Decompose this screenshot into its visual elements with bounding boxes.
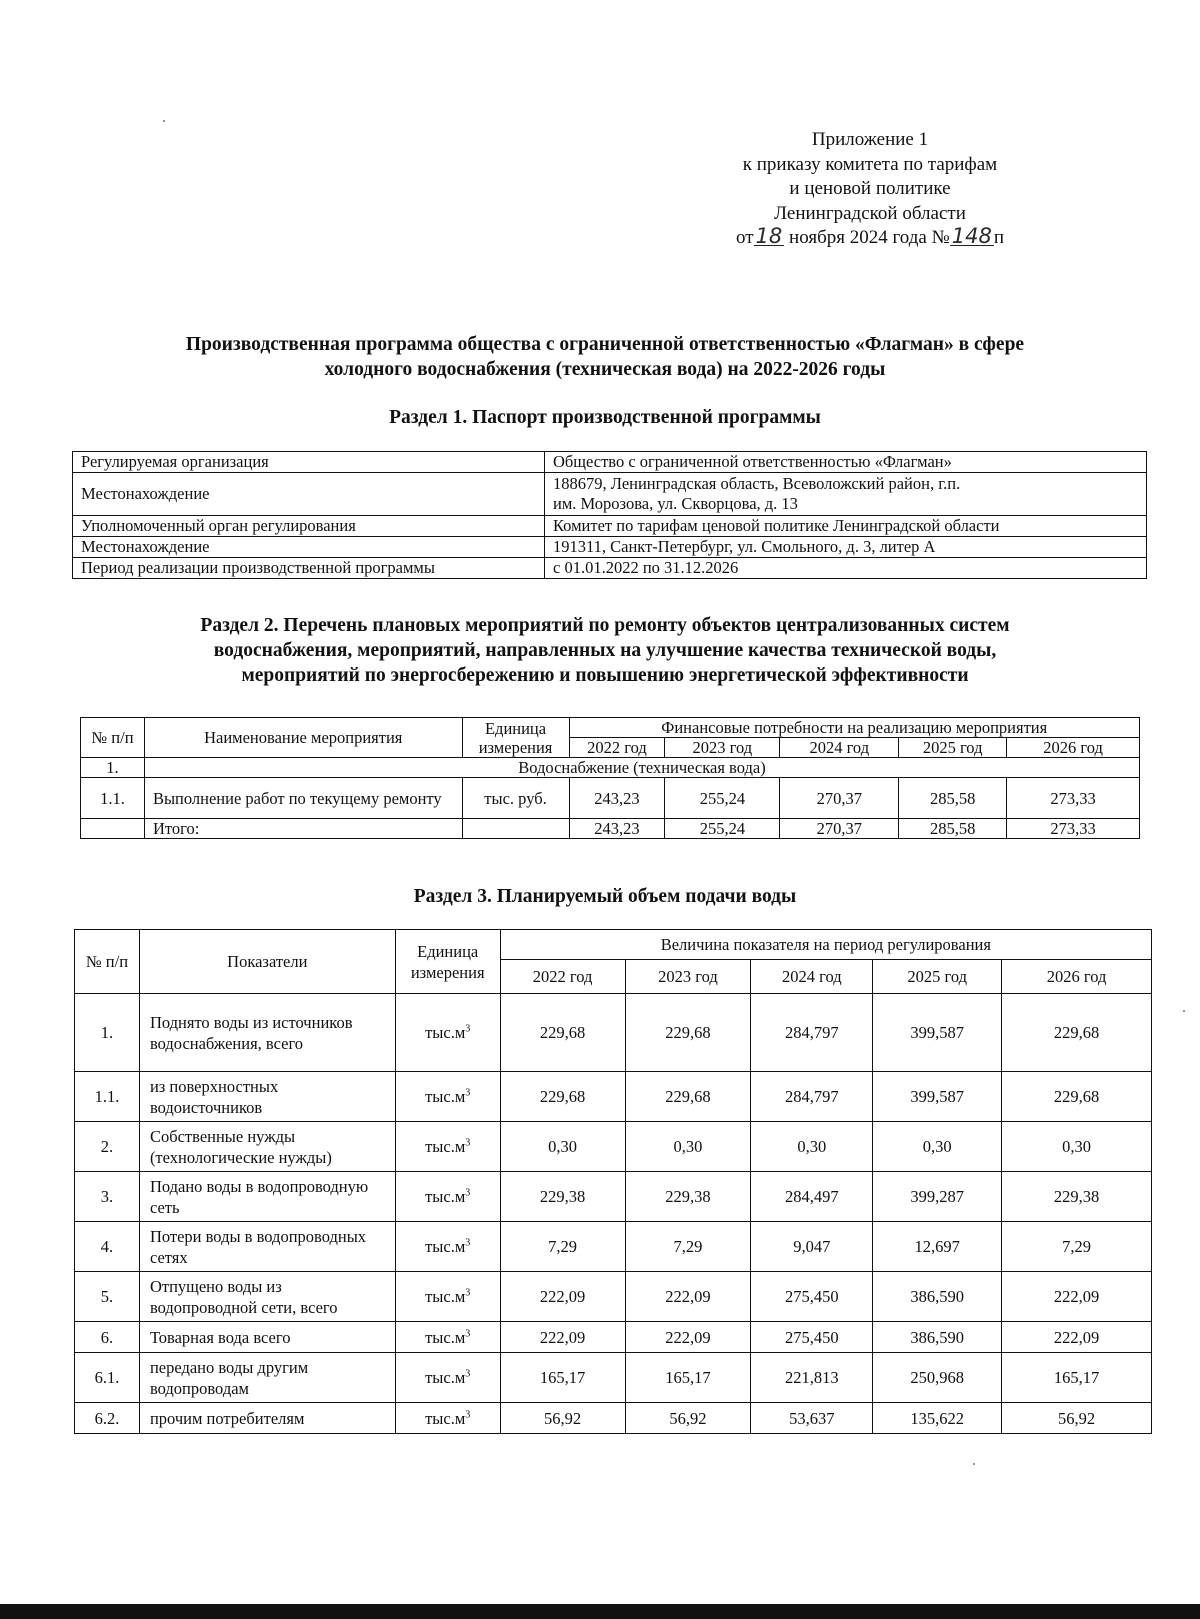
passport-table bbox=[72, 451, 1147, 579]
col-header-year: 2023 год bbox=[665, 738, 780, 758]
table-row bbox=[73, 558, 1147, 579]
row-value: 12,697 bbox=[873, 1222, 1002, 1272]
row-num: 6. bbox=[75, 1322, 140, 1353]
table-row bbox=[73, 516, 1147, 537]
document-title bbox=[60, 332, 1150, 382]
scan-speck bbox=[1183, 1010, 1185, 1012]
row-value: 386,590 bbox=[873, 1272, 1002, 1322]
row-value: 229,68 bbox=[625, 994, 751, 1072]
item-value: 243,23 bbox=[569, 778, 665, 819]
col-header-year: 2025 год bbox=[873, 960, 1002, 994]
table-row bbox=[75, 1122, 1152, 1172]
unit-text: тыс.м bbox=[425, 1327, 466, 1347]
unit-text: тыс.м bbox=[425, 1187, 466, 1206]
table-row bbox=[75, 994, 1152, 1072]
handwritten-number: 148 bbox=[951, 224, 992, 248]
section1-heading: Раздел 1. Паспорт производственной программы bbox=[389, 407, 821, 428]
row-value: 7,29 bbox=[1002, 1222, 1152, 1272]
passport-value: 191311, Санкт-Петербург, ул. Смольного, д. 3, литер А bbox=[545, 537, 1147, 558]
row-value: 0,30 bbox=[625, 1122, 751, 1172]
col-header-year: 2026 год bbox=[1002, 960, 1152, 994]
volume-table-body bbox=[75, 994, 1152, 1434]
total-value: 285,58 bbox=[899, 819, 1007, 839]
row-value: 0,30 bbox=[1002, 1122, 1152, 1172]
row-unit bbox=[395, 994, 500, 1072]
row-unit bbox=[395, 1122, 500, 1172]
total-unit-empty bbox=[462, 819, 569, 839]
row-unit bbox=[395, 1172, 500, 1222]
table-row bbox=[81, 758, 1140, 778]
row-num: 4. bbox=[75, 1222, 140, 1272]
unit-power: 3 bbox=[465, 1409, 471, 1420]
row-indicator: из поверхностных водоисточников bbox=[139, 1072, 395, 1122]
row-value: 284,797 bbox=[751, 1072, 873, 1122]
table-row bbox=[75, 1222, 1152, 1272]
passport-label: Период реализации производственной программы bbox=[73, 558, 545, 579]
row-value: 275,450 bbox=[751, 1322, 873, 1353]
row-value: 222,09 bbox=[625, 1322, 751, 1353]
passport-label: Местонахождение bbox=[73, 473, 545, 516]
row-value: 222,09 bbox=[500, 1322, 625, 1353]
table-header-row bbox=[75, 930, 1152, 960]
table-row bbox=[75, 1322, 1152, 1353]
col-header-year: 2025 год bbox=[899, 738, 1007, 758]
unit-power: 3 bbox=[465, 1137, 471, 1149]
col-header-year: 2026 год bbox=[1007, 738, 1140, 758]
row-indicator: передано воды другим водопроводам bbox=[139, 1353, 395, 1403]
total-value: 243,23 bbox=[569, 819, 665, 839]
row-indicator: Товарная вода всего bbox=[139, 1322, 395, 1353]
row-value: 56,92 bbox=[500, 1403, 625, 1434]
row-unit bbox=[395, 1072, 500, 1122]
row-value: 222,09 bbox=[625, 1272, 751, 1322]
row-value: 135,622 bbox=[873, 1403, 1002, 1434]
title-line-2: холодного водоснабжения (техническая вода) на 2022-2026 годы bbox=[324, 359, 886, 380]
unit-text: тыс.м bbox=[425, 1287, 466, 1306]
section2-heading-line-3: мероприятий по энергосбережению и повышению энергетической эффективности bbox=[241, 665, 969, 686]
col-header-name: Наименование мероприятия bbox=[144, 718, 462, 758]
row-value: 222,09 bbox=[1002, 1272, 1152, 1322]
row-value: 165,17 bbox=[500, 1353, 625, 1403]
row-value: 56,92 bbox=[1002, 1403, 1152, 1434]
handwritten-day: 18 bbox=[755, 224, 783, 248]
total-value: 273,33 bbox=[1007, 819, 1140, 839]
row-value: 222,09 bbox=[1002, 1322, 1152, 1353]
row-num: 2. bbox=[75, 1122, 140, 1172]
row-value: 386,590 bbox=[873, 1322, 1002, 1353]
unit-text: тыс.м bbox=[425, 1237, 466, 1256]
row-value: 229,68 bbox=[1002, 1072, 1152, 1122]
row-unit bbox=[395, 1222, 500, 1272]
annex-block bbox=[700, 128, 1040, 251]
row-value: 229,68 bbox=[1002, 994, 1152, 1072]
section3-heading: Раздел 3. Планируемый объем подачи воды bbox=[413, 886, 797, 907]
passport-value-line: им. Морозова, ул. Скворцова, д. 13 bbox=[553, 494, 798, 513]
row-value: 7,29 bbox=[625, 1222, 751, 1272]
row-unit bbox=[395, 1353, 500, 1403]
annex-line-2: к приказу комитета по тарифам bbox=[742, 153, 998, 175]
row-unit bbox=[395, 1322, 500, 1353]
unit-power: 3 bbox=[465, 1237, 471, 1249]
scan-edge-bar bbox=[0, 1604, 1200, 1619]
passport-value: Общество с ограниченной ответственностью «Флагман» bbox=[545, 452, 1147, 473]
total-value: 255,24 bbox=[665, 819, 780, 839]
scan-speck bbox=[163, 120, 165, 122]
annex-line-4: Ленинградской области bbox=[774, 202, 966, 224]
table-row bbox=[81, 778, 1140, 819]
col-header-name: Показатели bbox=[139, 930, 395, 994]
annex-month-year: ноября 2024 года № bbox=[789, 227, 950, 248]
row-value: 229,68 bbox=[500, 994, 625, 1072]
item-value: 285,58 bbox=[899, 778, 1007, 819]
section2-heading-line-2: водоснабжения, мероприятий, направленных на улучшение качества технической воды, bbox=[213, 640, 997, 661]
passport-label: Регулируемая организация bbox=[73, 452, 545, 473]
row-num: 1. bbox=[75, 994, 140, 1072]
row-value: 229,38 bbox=[625, 1172, 751, 1222]
col-header-unit: Единица измерения bbox=[462, 718, 569, 758]
total-value: 270,37 bbox=[780, 819, 899, 839]
row-value: 399,587 bbox=[873, 1072, 1002, 1122]
row-value: 399,587 bbox=[873, 994, 1002, 1072]
passport-value-line: 188679, Ленинградская область, Всеволожский район, г.п. bbox=[553, 474, 961, 493]
row-value: 53,637 bbox=[751, 1403, 873, 1434]
table-header-row bbox=[81, 718, 1140, 738]
row-value: 250,968 bbox=[873, 1353, 1002, 1403]
annex-line-1: Приложение 1 bbox=[811, 129, 929, 150]
unit-text: тыс.м bbox=[425, 1368, 466, 1387]
scan-speck bbox=[973, 1463, 975, 1465]
col-header-period: Величина показателя на период регулирования bbox=[500, 930, 1151, 960]
col-header-year: 2023 год bbox=[625, 960, 751, 994]
unit-text: тыс.м bbox=[425, 1087, 466, 1106]
table-row bbox=[81, 819, 1140, 839]
unit-power: 3 bbox=[465, 1328, 471, 1339]
table-row bbox=[73, 537, 1147, 558]
row-indicator: Потери воды в водопроводных сетях bbox=[139, 1222, 395, 1272]
unit-power: 3 bbox=[465, 1087, 471, 1099]
row-value: 9,047 bbox=[751, 1222, 873, 1272]
col-header-year: 2022 год bbox=[569, 738, 665, 758]
row-unit bbox=[395, 1272, 500, 1322]
row-num: 6.1. bbox=[75, 1353, 140, 1403]
row-value: 165,17 bbox=[1002, 1353, 1152, 1403]
table-row bbox=[75, 1172, 1152, 1222]
group-num: 1. bbox=[81, 758, 145, 778]
table-row bbox=[75, 1353, 1152, 1403]
table-row bbox=[73, 452, 1147, 473]
row-num: 1.1. bbox=[75, 1072, 140, 1122]
section2-heading-line-1: Раздел 2. Перечень плановых мероприятий по ремонту объектов централизованных систем bbox=[200, 615, 1010, 636]
row-value: 56,92 bbox=[625, 1403, 751, 1434]
item-value: 270,37 bbox=[780, 778, 899, 819]
row-num: 5. bbox=[75, 1272, 140, 1322]
row-indicator: Собственные нужды (технологические нужды) bbox=[139, 1122, 395, 1172]
row-value: 229,68 bbox=[500, 1072, 625, 1122]
item-name: Выполнение работ по текущему ремонту bbox=[144, 778, 462, 819]
row-value: 229,68 bbox=[625, 1072, 751, 1122]
item-num: 1.1. bbox=[81, 778, 145, 819]
passport-value: Комитет по тарифам ценовой политике Ленинградской области bbox=[545, 516, 1147, 537]
row-value: 0,30 bbox=[500, 1122, 625, 1172]
col-header-finance: Финансовые потребности на реализацию мероприятия bbox=[569, 718, 1139, 738]
table-row bbox=[75, 1072, 1152, 1122]
passport-value bbox=[545, 473, 1147, 516]
total-label: Итого: bbox=[144, 819, 462, 839]
section2-heading bbox=[60, 613, 1150, 688]
unit-power: 3 bbox=[465, 1023, 471, 1035]
row-indicator: прочим потребителям bbox=[139, 1403, 395, 1434]
row-value: 165,17 bbox=[625, 1353, 751, 1403]
annex-suffix: п bbox=[993, 227, 1004, 248]
unit-power: 3 bbox=[465, 1368, 471, 1380]
row-indicator: Подано воды в водопроводную сеть bbox=[139, 1172, 395, 1222]
row-value: 229,38 bbox=[1002, 1172, 1152, 1222]
volume-table bbox=[74, 929, 1152, 1434]
unit-text: тыс.м bbox=[425, 1023, 466, 1042]
annex-line-3: и ценовой политике bbox=[789, 178, 951, 199]
col-header-num: № п/п bbox=[75, 930, 140, 994]
unit-power: 3 bbox=[465, 1187, 471, 1199]
col-header-year: 2024 год bbox=[780, 738, 899, 758]
row-value: 221,813 bbox=[751, 1353, 873, 1403]
passport-value: с 01.01.2022 по 31.12.2026 bbox=[545, 558, 1147, 579]
col-header-year: 2022 год bbox=[500, 960, 625, 994]
row-value: 222,09 bbox=[500, 1272, 625, 1322]
title-line-1: Производственная программа общества с ограниченной ответственностью «Флагман» в сфере bbox=[185, 334, 1025, 355]
unit-text: тыс.м bbox=[425, 1408, 466, 1428]
row-indicator: Поднято воды из источников водоснабжения, всего bbox=[139, 994, 395, 1072]
row-value: 275,450 bbox=[751, 1272, 873, 1322]
item-value: 273,33 bbox=[1007, 778, 1140, 819]
row-value: 0,30 bbox=[873, 1122, 1002, 1172]
annex-date-line bbox=[700, 226, 1040, 251]
passport-label: Уполномоченный орган регулирования bbox=[73, 516, 545, 537]
row-value: 0,30 bbox=[751, 1122, 873, 1172]
table-row bbox=[75, 1403, 1152, 1434]
row-value: 7,29 bbox=[500, 1222, 625, 1272]
item-unit: тыс. руб. bbox=[462, 778, 569, 819]
events-table bbox=[80, 717, 1140, 839]
passport-label: Местонахождение bbox=[73, 537, 545, 558]
unit-text: тыс.м bbox=[425, 1137, 466, 1156]
row-num: 3. bbox=[75, 1172, 140, 1222]
row-num: 6.2. bbox=[75, 1403, 140, 1434]
row-indicator: Отпущено воды из водопроводной сети, всего bbox=[139, 1272, 395, 1322]
row-value: 229,38 bbox=[500, 1172, 625, 1222]
row-value: 284,797 bbox=[751, 994, 873, 1072]
item-value: 255,24 bbox=[665, 778, 780, 819]
total-num-empty bbox=[81, 819, 145, 839]
col-header-year: 2024 год bbox=[751, 960, 873, 994]
unit-power: 3 bbox=[465, 1287, 471, 1299]
group-label: Водоснабжение (техническая вода) bbox=[144, 758, 1139, 778]
table-row bbox=[73, 473, 1147, 516]
row-value: 399,287 bbox=[873, 1172, 1002, 1222]
row-value: 284,497 bbox=[751, 1172, 873, 1222]
col-header-unit: Единица измерения bbox=[395, 930, 500, 994]
table-row bbox=[75, 1272, 1152, 1322]
annex-from: от bbox=[735, 227, 754, 248]
col-header-num: № п/п bbox=[81, 718, 145, 758]
row-unit bbox=[395, 1403, 500, 1434]
